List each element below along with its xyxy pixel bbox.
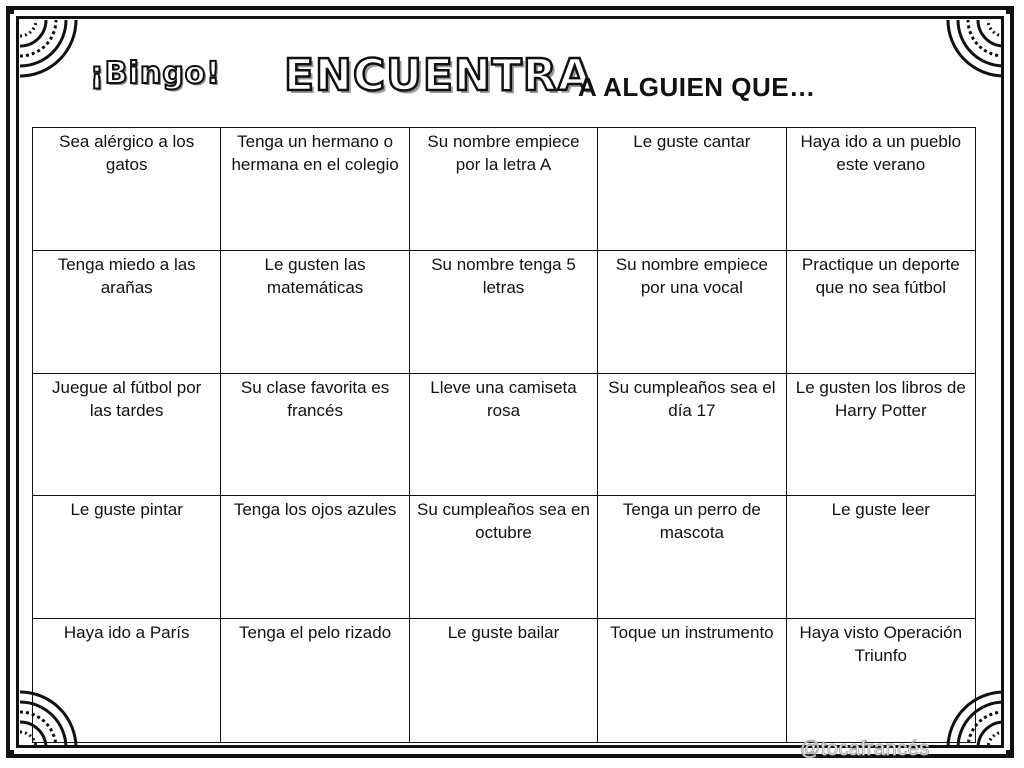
corner-dot-top-left (6, 6, 14, 14)
bingo-cell[interactable]: Practique un deporte que no sea fútbol (787, 251, 975, 374)
bingo-cell[interactable]: Haya ido a París (33, 619, 221, 742)
page-subtitle: A ALGUIEN QUE… (578, 72, 816, 102)
bingo-cell[interactable]: Le guste leer (787, 496, 975, 619)
bingo-cell[interactable]: Toque un instrumento (598, 619, 786, 742)
corner-dot-bottom-left (6, 750, 14, 758)
bingo-cell[interactable]: Su nombre empiece por la letra A (410, 128, 598, 251)
bingo-cell[interactable]: Sea alérgico a los gatos (33, 128, 221, 251)
corner-decoration-top-left (20, 20, 84, 84)
bingo-cell[interactable]: Su nombre empiece por una vocal (598, 251, 786, 374)
bingo-cell[interactable]: Le guste cantar (598, 128, 786, 251)
watermark: @tocafrancés (800, 738, 930, 760)
bingo-cell[interactable]: Le guste bailar (410, 619, 598, 742)
bingo-cell[interactable]: Tenga miedo a las arañas (33, 251, 221, 374)
bingo-cell[interactable]: Su nombre tenga 5 letras (410, 251, 598, 374)
bingo-cell[interactable]: Su clase favorita es francés (221, 374, 409, 497)
bingo-cell[interactable]: Le gusten los libros de Harry Potter (787, 374, 975, 497)
bingo-cell[interactable]: Tenga un hermano o hermana en el colegio (221, 128, 409, 251)
corner-dot-bottom-right (1006, 750, 1014, 758)
bingo-cell[interactable]: Tenga el pelo rizado (221, 619, 409, 742)
bingo-cell[interactable]: Tenga un perro de mascota (598, 496, 786, 619)
corner-decoration-top-right (940, 20, 1004, 84)
corner-dot-top-right (1006, 6, 1014, 14)
bingo-cell[interactable]: Haya ido a un pueblo este verano (787, 128, 975, 251)
bingo-cell[interactable]: Lleve una camiseta rosa (410, 374, 598, 497)
bingo-grid (32, 127, 976, 743)
bingo-cell[interactable]: Le gusten las matemáticas (221, 251, 409, 374)
bingo-label: ¡Bingo! (90, 56, 221, 91)
bingo-cell[interactable]: Tenga los ojos azules (221, 496, 409, 619)
bingo-cell[interactable]: Su cumpleaños sea en octubre (410, 496, 598, 619)
bingo-cell[interactable]: Le guste pintar (33, 496, 221, 619)
bingo-cell[interactable]: Haya visto Operación Triunfo (799, 623, 963, 666)
bingo-cell[interactable]: Juegue al fútbol por las tardes (33, 374, 221, 497)
bingo-cell[interactable]: Su cumpleaños sea el día 17 (598, 374, 786, 497)
page-title: ENCUENTRA (284, 50, 593, 101)
